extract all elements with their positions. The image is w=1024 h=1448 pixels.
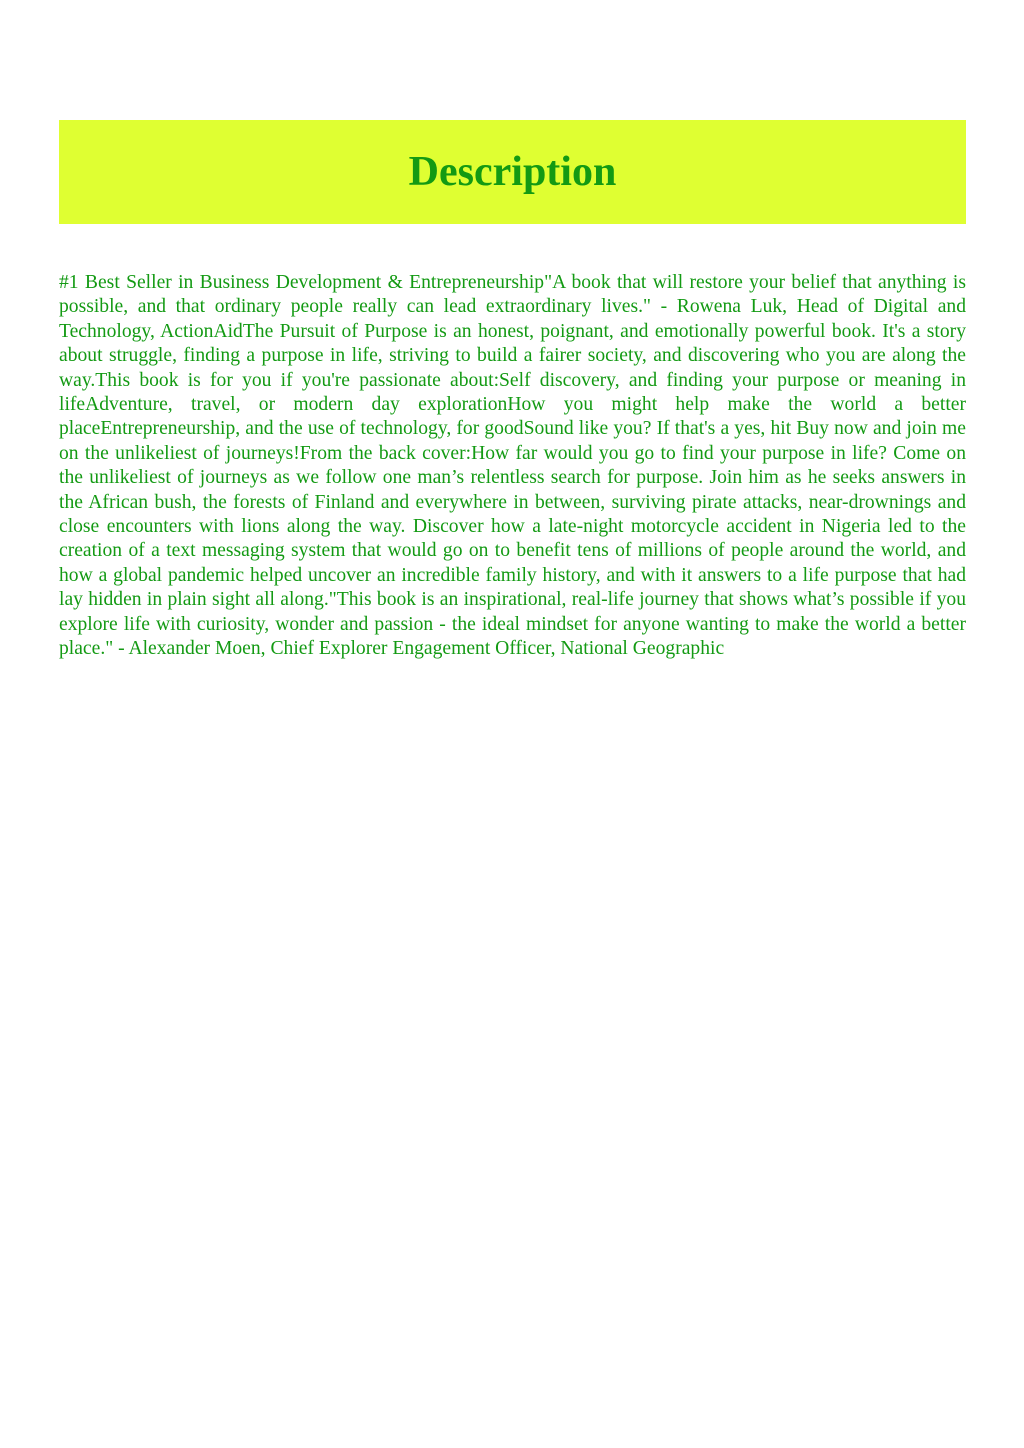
description-text: #1 Best Seller in Business Development & Entrepreneurship"A book that will restore your belief that anything is possible, and that ordinary people really can lead extraordinary lives." - Rowena Luk, Head of Digital and Technology, ActionAidThe Pursuit of Purpose is an honest, poignant, and emotionally powerful book. It's a story about struggle, finding a purpose in life, striving to build a fairer society, and discovering who you are along the way.This book is for you if you're passionate about:Self discovery, and finding your purpose or meaning in lifeAdventure, travel, or modern day explorationHow you might help make the world a better placeEntrepreneurship, and the use of technology, for goodSound like you? If that's a yes, hit Buy now and join me on the unlikeliest of journeys!From the back cover:How far would you go to find your purpose in life? Come on the unlikeliest of journeys as we follow one man’s relentless search for purpose. Join him as he seeks answers in the African bush, the forests of Finland and everywhere in between, surviving pirate attacks, near-drownings and close encounters with lions along the way. Discover how a late-night motorcycle accident in Nigeria led to the creation of a text messaging system that would go on to benefit tens of millions of people around the world, and how a global pandemic helped uncover an incredible family history, and with it answers to a life purpose that had lay hidden in plain sight all along."This book is an inspirational, real-life journey that shows what’s possible if you explore life with curiosity, wonder and passion - the ideal mindset for anyone wanting to make the world a better place." - Alexander Moen, Chief Explorer Engagement Officer, National Geographic xyxy=(59,272,966,660)
description-header-banner xyxy=(59,120,966,224)
page-title: Description xyxy=(408,149,617,195)
